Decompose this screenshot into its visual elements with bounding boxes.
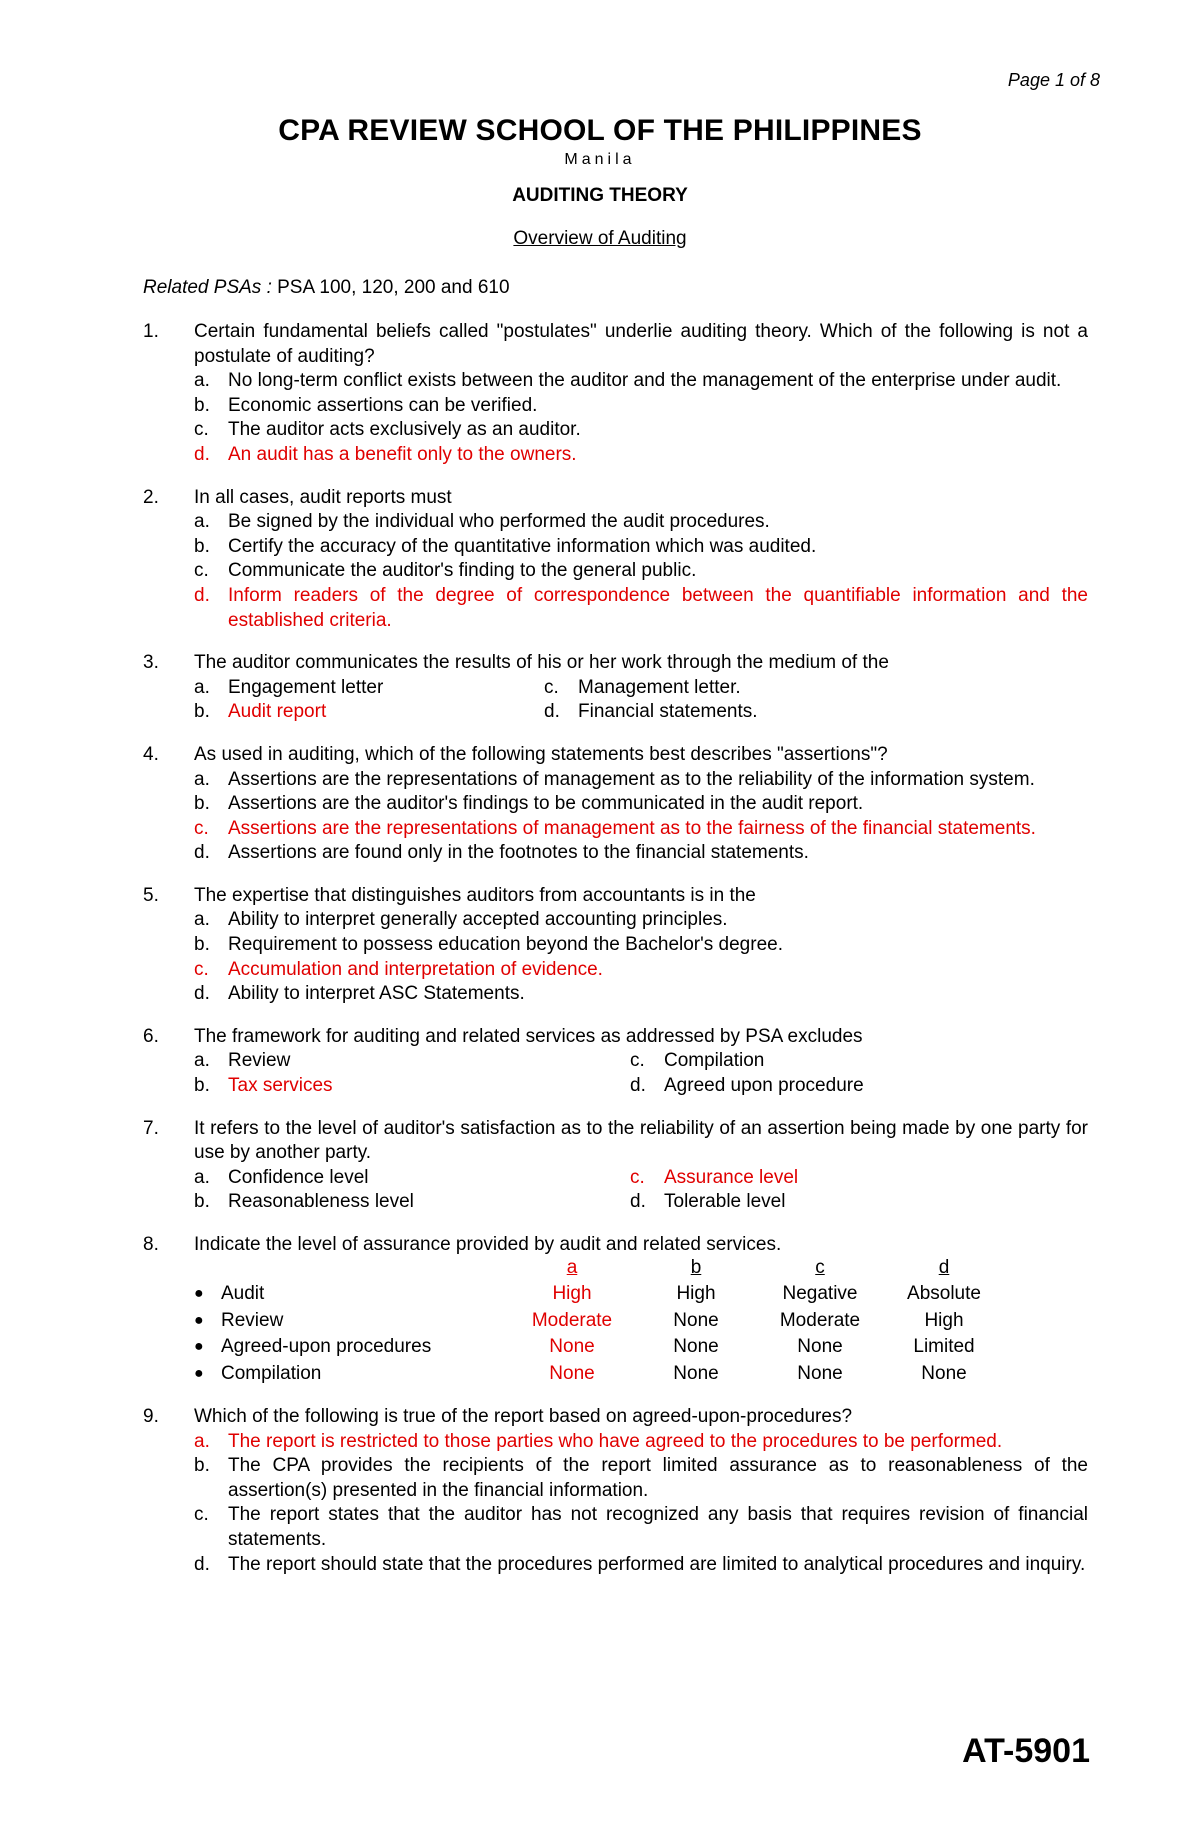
option-d-answer: d. An audit has a benefit only to the owners. — [194, 443, 577, 465]
related-psas-label: Related PSAs : — [143, 277, 272, 298]
option-a: a. Confidence level — [194, 1166, 369, 1188]
table-cell: None — [549, 1362, 595, 1384]
city: Manila — [564, 151, 636, 168]
bullet-icon: ● — [194, 1311, 204, 1329]
column-header-c: c — [815, 1256, 825, 1278]
option-d: d. Tolerable level — [630, 1191, 786, 1213]
option-d-answer: d. Inform readers of the degree of correspondence between the quantifiable information and the established criteria. — [194, 584, 1088, 631]
document-code: AT-5901 — [962, 1732, 1090, 1770]
option-c-answer: c. Assertions are the representations of management as to the fairness of the financial statements. — [194, 817, 1036, 839]
option-b: b. The CPA provides the recipients of the report limited assurance as to reasonableness of the assertion(s) presented in the financial information. — [194, 1455, 1088, 1501]
option-b: b. Requirement to possess education beyond the Bachelor's degree. — [194, 934, 783, 956]
option-b: b. Assertions are the auditor's findings to be communicated in the audit report. — [194, 793, 864, 815]
table-cell: None — [921, 1362, 967, 1384]
question-5 — [143, 884, 1088, 1007]
question-number: 3. — [143, 652, 159, 674]
option-b: b. Certify the accuracy of the quantitative information which was audited. — [194, 535, 817, 557]
table-cell: Absolute — [907, 1283, 981, 1305]
question-number: 4. — [143, 743, 159, 765]
questions-list — [143, 320, 1088, 1595]
table-cell: High — [676, 1283, 716, 1305]
question-number: 6. — [143, 1025, 159, 1047]
row-label: Review — [221, 1309, 284, 1331]
option-b-answer: b. Audit report — [194, 701, 327, 723]
option-b-answer: b. Tax services — [194, 1075, 333, 1097]
table-cell: Limited — [913, 1336, 975, 1358]
option-a: a. Engagement letter — [194, 676, 384, 698]
table-cell: None — [673, 1336, 719, 1358]
option-b: b. Reasonableness level — [194, 1191, 414, 1213]
bullet-icon: ● — [194, 1364, 204, 1382]
option-a: a. Review — [194, 1050, 291, 1072]
option-a: a. Ability to interpret generally accepted accounting principles. — [194, 909, 728, 931]
table-cell: None — [797, 1336, 843, 1358]
topic-title: Overview of Auditing — [513, 228, 687, 249]
question-9 — [143, 1405, 1088, 1577]
option-c-answer: c. Assurance level — [630, 1166, 799, 1188]
row-label: Agreed-upon procedures — [221, 1336, 432, 1358]
option-b: b. Economic assertions can be verified. — [194, 394, 538, 416]
question-text: It refers to the level of auditor's satisfaction as to the reliability of an assertion being made by one party for use by another party. — [194, 1117, 1088, 1164]
table-cell: None — [797, 1362, 843, 1384]
question-4 — [143, 743, 1088, 866]
question-text: As used in auditing, which of the following statements best describes "assertions"? — [194, 743, 888, 765]
option-a-answer: a. The report is restricted to those parties who have agreed to the procedures to be performed. — [194, 1430, 1003, 1452]
question-8 — [143, 1233, 1088, 1387]
question-text: The framework for auditing and related services as addressed by PSA excludes — [194, 1025, 863, 1047]
question-3 — [143, 651, 1088, 725]
question-number: 7. — [143, 1117, 159, 1139]
table-cell: Moderate — [779, 1309, 861, 1331]
school-name: CPA REVIEW SCHOOL OF THE PHILIPPINES — [278, 114, 922, 147]
question-number: 9. — [143, 1406, 159, 1428]
option-c: c. The auditor acts exclusively as an auditor. — [194, 419, 581, 441]
related-psas-value: PSA 100, 120, 200 and 610 — [277, 277, 510, 298]
question-6 — [143, 1025, 1088, 1099]
option-d: d. Ability to interpret ASC Statements. — [194, 983, 525, 1005]
option-c: c. Management letter. — [544, 676, 741, 698]
bullet-icon: ● — [194, 1285, 204, 1303]
column-header-a: a — [566, 1256, 578, 1278]
page-number: Page 1 of 8 — [1007, 70, 1100, 90]
table-cell: High — [924, 1309, 964, 1331]
related-psas — [143, 277, 510, 299]
table-cell: Moderate — [531, 1309, 613, 1331]
option-a: a. Assertions are the representations of management as to the reliability of the information system. — [194, 768, 1035, 790]
row-label: Compilation — [221, 1362, 322, 1384]
question-number: 1. — [143, 321, 159, 342]
option-d: d. Agreed upon procedure — [630, 1075, 864, 1097]
table-cell: None — [549, 1336, 595, 1358]
question-text: In all cases, audit reports must — [194, 486, 452, 508]
question-2 — [143, 486, 1088, 634]
question-text: Certain fundamental beliefs called "postulates" underlie auditing theory. Which of the following is not a postulate of auditing? — [194, 321, 1088, 367]
question-number: 5. — [143, 884, 159, 906]
bullet-icon: ● — [194, 1338, 204, 1356]
assurance-table — [194, 1255, 1088, 1388]
question-text: The auditor communicates the results of his or her work through the medium of the — [194, 652, 889, 674]
table-cell: None — [673, 1362, 719, 1384]
table-cell: High — [552, 1283, 592, 1305]
question-text: Indicate the level of assurance provided by audit and related services. — [194, 1234, 782, 1255]
option-c: c. Communicate the auditor's finding to the general public. — [194, 560, 697, 582]
option-d: d. Assertions are found only in the footnotes to the financial statements. — [194, 842, 809, 864]
question-1 — [143, 320, 1088, 468]
option-c: c. Compilation — [630, 1050, 765, 1072]
option-d: d. The report should state that the procedures performed are limited to analytical procedures and inquiry. — [194, 1553, 1086, 1575]
table-cell: None — [673, 1309, 719, 1331]
option-a: a. Be signed by the individual who performed the audit procedures. — [194, 511, 770, 533]
question-number: 8. — [143, 1234, 159, 1255]
question-text: The expertise that distinguishes auditors from accountants is in the — [194, 884, 756, 906]
table-cell: Negative — [782, 1283, 858, 1305]
question-7 — [143, 1117, 1088, 1215]
option-c-answer: c. Accumulation and interpretation of evidence. — [194, 958, 603, 980]
question-number: 2. — [143, 486, 159, 508]
question-text: Which of the following is true of the report based on agreed-upon-procedures? — [194, 1406, 853, 1428]
option-c: c. The report states that the auditor has not recognized any basis that requires revision of financial statements. — [194, 1504, 1088, 1551]
option-a: a. No long-term conflict exists between the auditor and the management of the enterprise under audit. — [194, 370, 1062, 392]
column-header-d: d — [938, 1256, 950, 1278]
subject-title: AUDITING THEORY — [512, 185, 688, 206]
column-header-b: b — [690, 1256, 702, 1278]
row-label: Audit — [221, 1283, 265, 1305]
option-d: d. Financial statements. — [544, 701, 758, 723]
